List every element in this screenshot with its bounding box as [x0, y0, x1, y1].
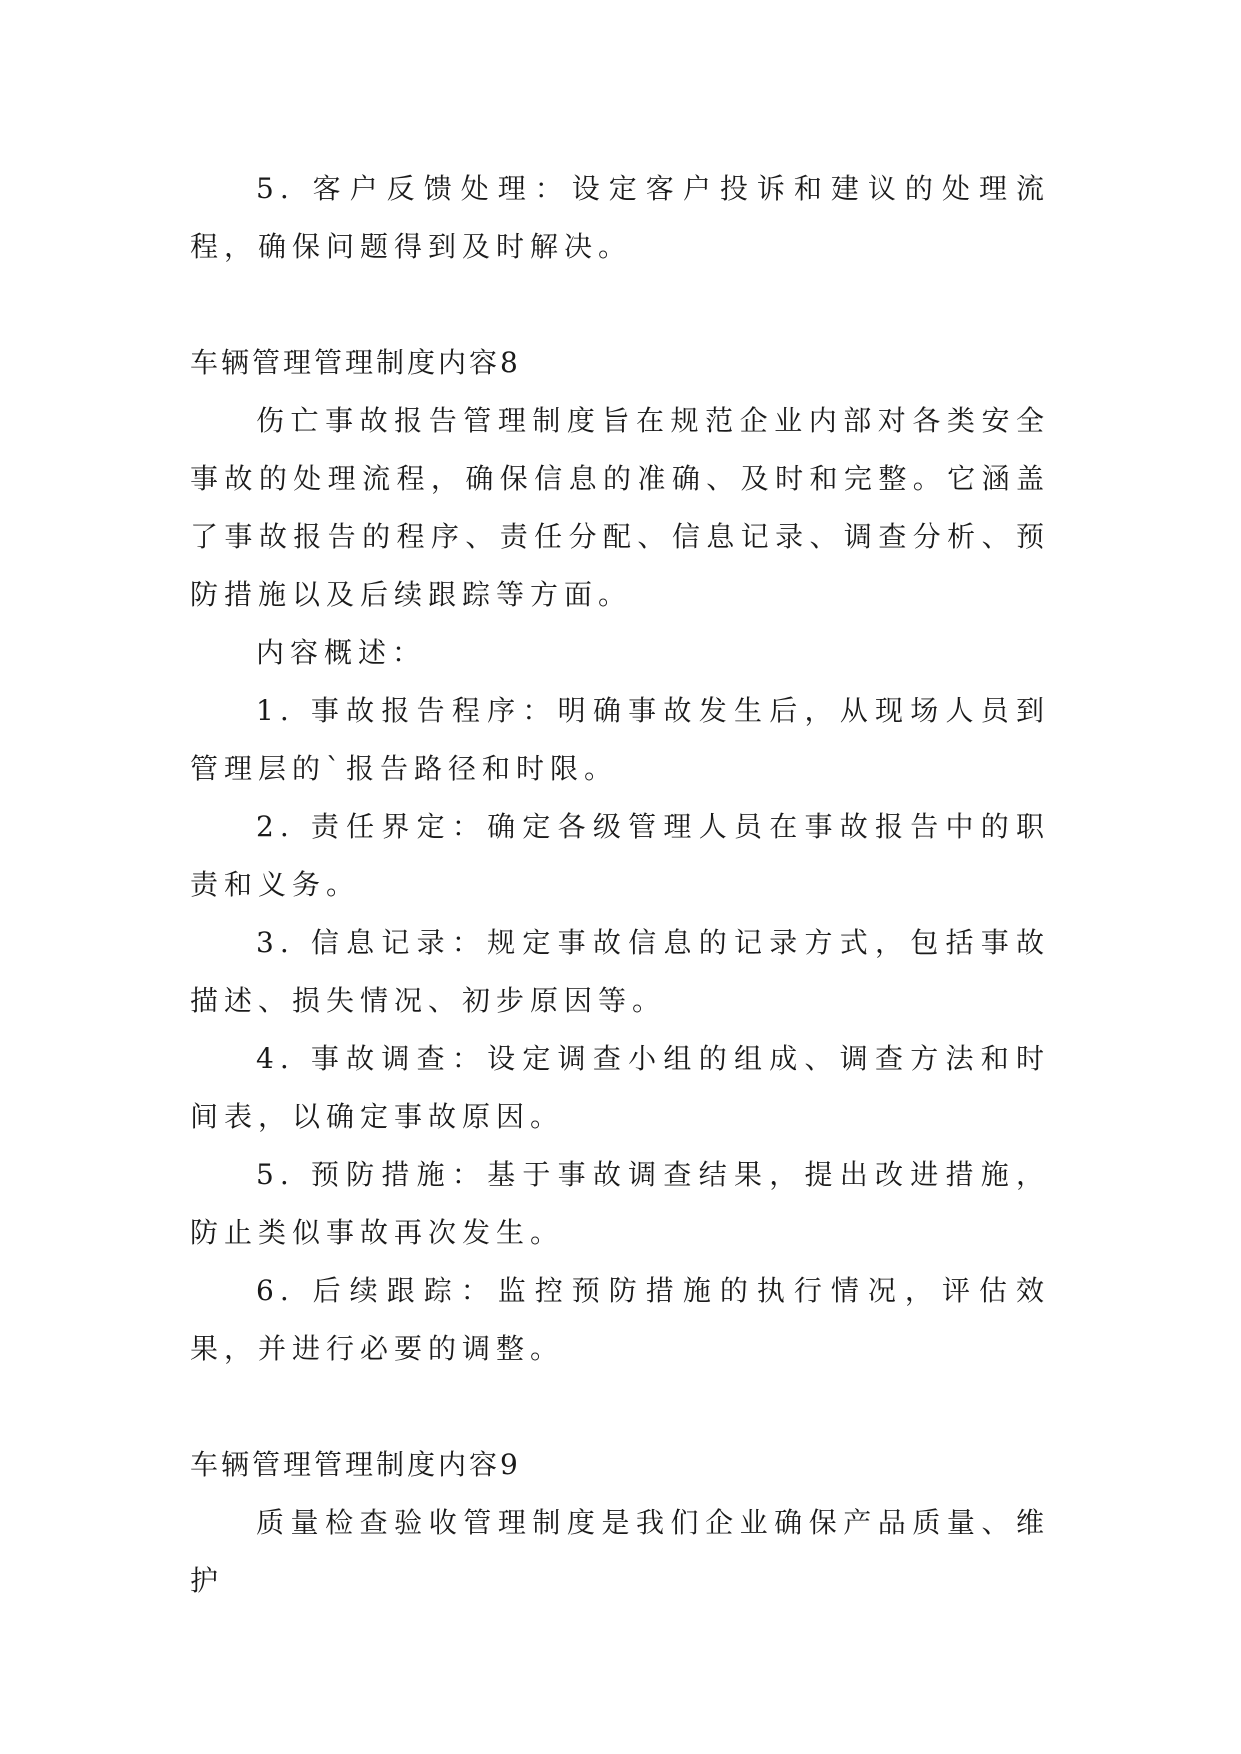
section-gap	[190, 276, 1050, 334]
section-heading: 车辆管理管理制度内容9	[190, 1448, 521, 1481]
list-item: 6. 后续跟踪：监控预防措施的执行情况，评估效果，并进行必要的调整。	[190, 1274, 1050, 1365]
section-intro: 伤亡事故报告管理制度旨在规范企业内部对各类安全事故的处理流程，确保信息的准确、及时和完整。它涵盖了事故报告的程序、责任分配、信息记录、调查分析、预防措施以及后续跟踪等方面。	[190, 404, 1050, 611]
list-item: 1. 事故报告程序：明确事故发生后，从现场人员到管理层的`报告路径和时限。	[190, 694, 1050, 785]
document-body	[190, 160, 1050, 1610]
list-item: 3. 信息记录：规定事故信息的记录方式，包括事故描述、损失情况、初步原因等。	[190, 926, 1050, 1017]
list-item: 5. 预防措施：基于事故调查结果，提出改进措施，防止类似事故再次发生。	[190, 1158, 1050, 1249]
list-item: 2. 责任界定：确定各级管理人员在事故报告中的职责和义务。	[190, 810, 1050, 901]
section-intro: 质量检查验收管理制度是我们企业确保产品质量、维护	[190, 1506, 1050, 1597]
section-gap	[190, 1378, 1050, 1436]
list-item: 4. 事故调查：设定调查小组的组成、调查方法和时间表，以确定事故原因。	[190, 1042, 1050, 1133]
section-heading: 车辆管理管理制度内容8	[190, 346, 521, 379]
overview-label: 内容概述：	[256, 636, 427, 669]
list-item: 5. 客户反馈处理：设定客户投诉和建议的处理流程，确保问题得到及时解决。	[190, 172, 1050, 263]
